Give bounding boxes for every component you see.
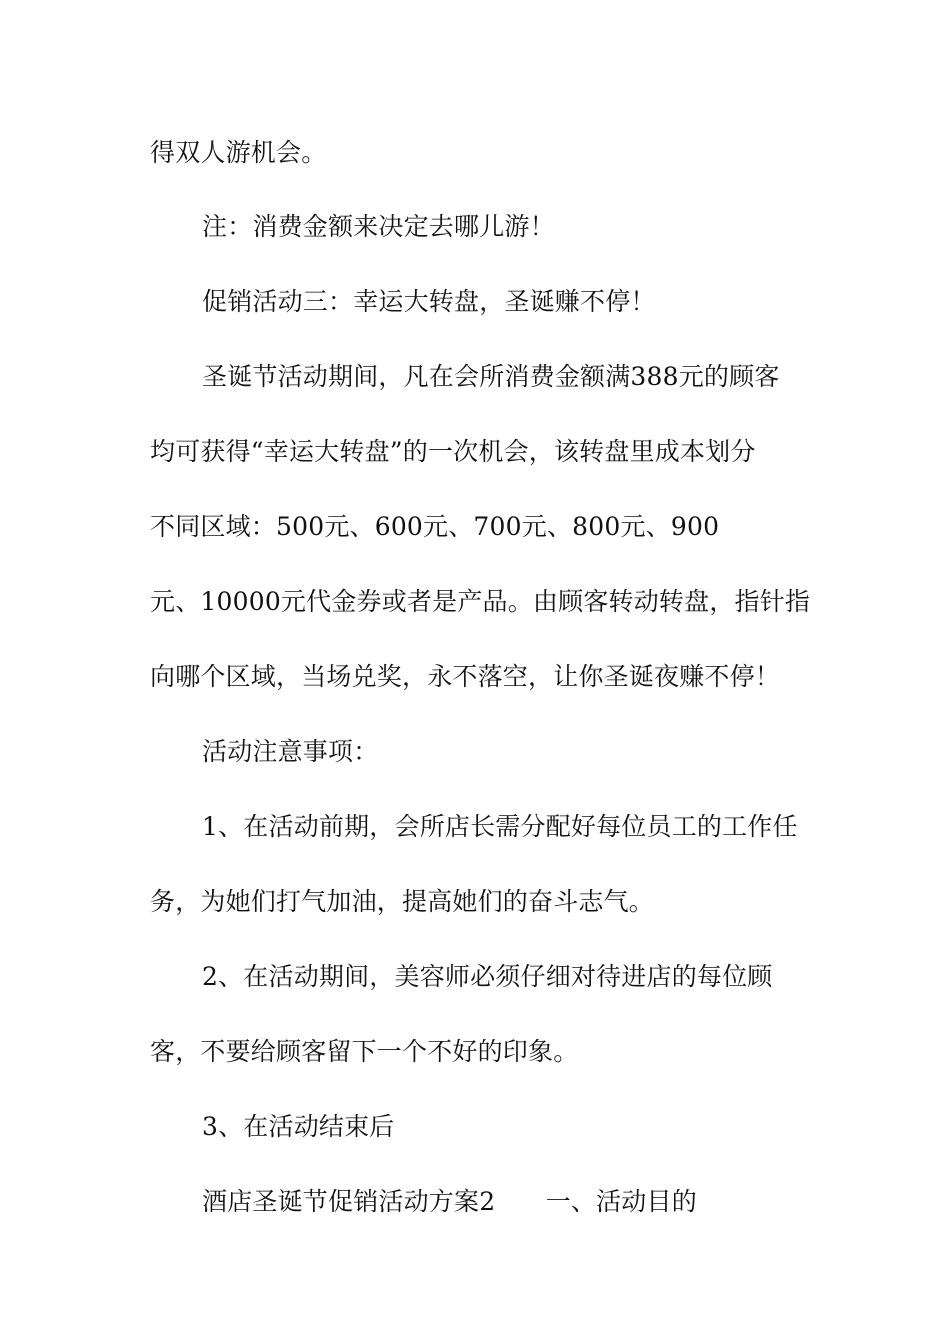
list-item-line: 务，为她们打气加油，提高她们的奋斗志气。: [150, 887, 655, 916]
list-item-line: 2、在活动期间，美容师必须仔细对待进店的每位顾: [202, 962, 773, 991]
list-item-line: 客，不要给顾客留下一个不好的印象。: [150, 1037, 579, 1066]
section-heading: 活动注意事项：: [202, 737, 379, 766]
paragraph-line: 得双人游机会。: [150, 138, 327, 167]
paragraph-line: 圣诞节活动期间，凡在会所消费金额满388元的顾客: [202, 362, 780, 391]
paragraph-line: 向哪个区域，当场兑奖，永不落空，让你圣诞夜赚不停！: [150, 662, 781, 691]
paragraph-line: 不同区域：500元、600元、700元、800元、900: [150, 512, 720, 541]
paragraph-line: 均可获得“幸运大转盘”的一次机会，该转盘里成本划分: [150, 437, 756, 466]
list-item-line: 1、在活动前期，会所店长需分配好每位员工的工作任: [202, 812, 798, 841]
paragraph-line: 元、10000元代金券或者是产品。由顾客转动转盘，指针指: [150, 587, 811, 616]
section-title: 酒店圣诞节促销活动方案2 一、活动目的: [202, 1187, 697, 1216]
section-heading: 促销活动三：幸运大转盘，圣诞赚不停！: [202, 287, 656, 316]
note-line: 注：消费金额来决定去哪儿游！: [202, 212, 555, 241]
list-item-line: 3、在活动结束后: [202, 1112, 395, 1141]
